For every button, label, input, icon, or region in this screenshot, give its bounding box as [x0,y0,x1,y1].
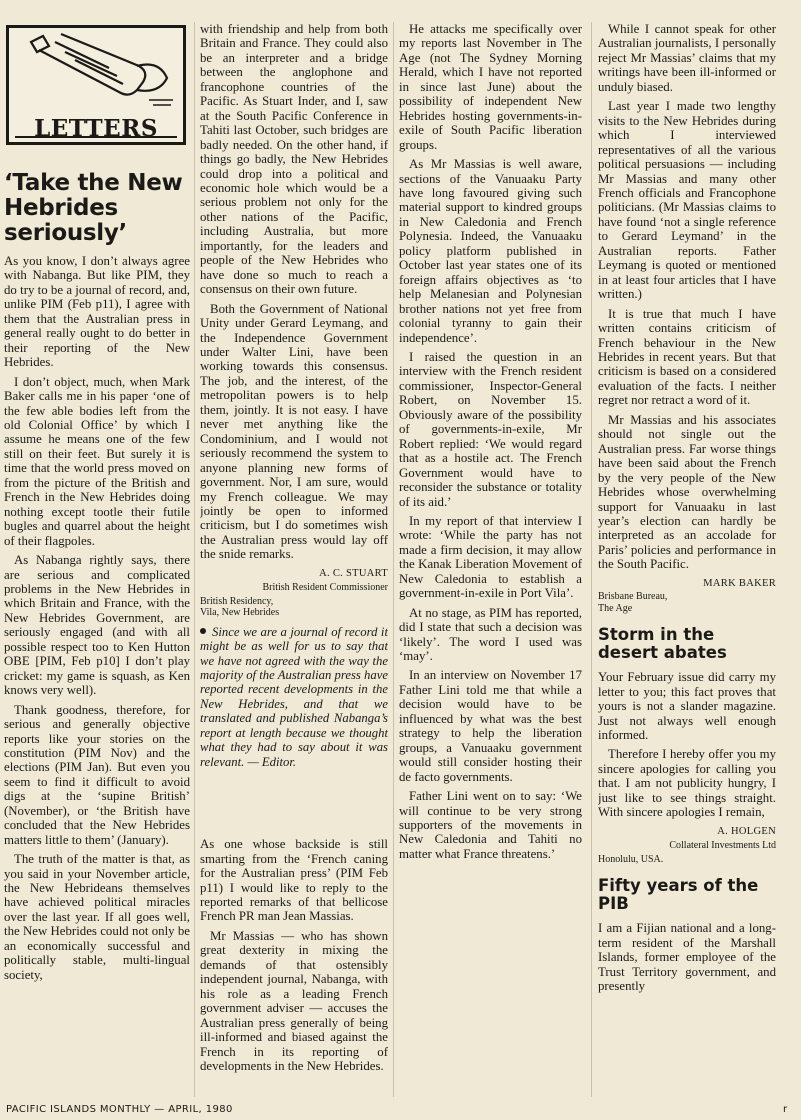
letter3-paragraph: Your February issue did carry my letter to you; this fact proves that yours is not a slander magazine. Just not always well enough informed. [598,670,776,743]
letter4-headline: Fifty years of the PIB [598,876,759,914]
letter2-paragraph: It is true that much I have written contains criticism of French behaviour in the New Hebrides in recent years. But that criticism is based on a considered evaluation of the facts. I neither regret nor retract a word of it. [598,306,776,408]
letter1-paragraph: As Nabanga rightly says, there are serious and complicated problems in the New Hebrides in which Britain and France, with the New Hebrides Government, are seriously engaged (and with all possible respect too to Ken Hutton OBE [PIM, Feb p10] I don’t play cricket: my game is squash, as Ken knows very well). [4,553,190,698]
letters-section-logo [6,25,186,145]
letter4-paragraph: I am a Fijian national and a long-term resident of the Marshall Islands, former employee of the Trust Territory government, and presently [598,921,776,993]
letter2-paragraph: At no stage, as PIM has reported, did I state that such a decision was ‘likely’. The word I used was ‘may’. [399,605,582,664]
column-4 [598,22,776,1102]
letter1-paragraph: with friendship and help from both Britain and France. They could also be an interpreter and a bridge between the anglophone and francophone countries of the Pacific. As Stuart Inder, and I, saw at the South Pacific Conference in Tahiti last October, such bridges are badly needed. On the other hand, if things go badly, the New Hebrides could drop into a political and economic hole which would be a serious problem not only for the other nations of the Pacific, including Australia, but more importantly, for the leaders and people of the New Hebrides who have done so much to reach a consensus on their own future. [200,22,388,297]
letter1-paragraph: I don’t object, much, when Mark Baker calls me in his paper ‘one of the few able bodies left from the old Colonial Office’ by which I assume he means one of the few still on their feet. But surely it is time that the world press moved on from the picture of the British and French in the New Hebrides doing nothing except tootle their futile bugles and quarrel about the height of their flagpoles. [4,374,190,548]
column-2 [200,22,388,1102]
editor-note-text: Since we are a journal of record it might be as well for us to say that we have not agreed with the way the majority of the Australian press have reported recent developments in the New Hebrides, and that we translated and published Nabanga’s report at length because we thought what they had to say about it was relevant. — Editor. [200,624,388,769]
letter2-paragraph: In my report of that interview I wrote: ‘While the party has not made a firm decision, it may allow the Kanak Liberation Movement of New Caledonia to establish a government-in-exile in Port Vila’. [399,513,582,601]
letter1-signature-title: British Resident Commissioner [262,582,388,594]
letter3-paragraph: Therefore I hereby offer you my sincere apologies for calling you that. I am not publicity hungry, I just like to see things straight. With sincere apologies I remain, [598,747,776,820]
bottle-icon [19,32,179,112]
letter2-paragraph: As Mr Massias is well aware, sections of the Vanuaaku Party have long favoured giving such material support to kindred groups in New Caledonia and French Polynesia. Indeed, the Vanuaaku policy platform published in October last year states one of its foreign affairs objectives as ‘to help Melanesian and Polynesian brother nations not yet free from colonial tyranny to gain their independence’. [399,157,582,345]
page-footer: PACIFIC ISLANDS MONTHLY — APRIL, 1980 [6,1104,233,1115]
bullet-icon [200,628,206,634]
letter3-location: Honolulu, USA. [598,853,664,865]
letter1-paragraph: Thank goodness, therefore, for serious and generally objective reports like your stories on the constitution (PIM Nov) and the elections (PIM Jan). But even you seem to find it difficult to avoid digs at the ‘supine British’ (November), or ‘the British have concluded that the New Hebrides matters little to them’ (January). [4,702,190,847]
letter2-paragraph: I raised the question in an interview with the French resident commissioner, Inspector-General Robert, on November 15. Obviously aware of the possibility of governments-in-exile, Mr Robert replied: ‘We would regard that as a hostile act. The French Government would have to reconsider the substance or totality of its aid.’ [399,349,582,509]
spacer [200,777,388,837]
column-divider [591,22,592,1097]
letter2-affiliation: Brisbane Bureau, [598,591,668,603]
letter2-publication: The Age [598,602,633,614]
letter2-paragraph: While I cannot speak for other Australian journalists, I personally reject Mr Massias’ claims that my writings have been ill-informed or unduly biased. [598,22,776,94]
letter2-paragraph: Father Lini went on to say: ‘We will continue to be very strong supporters of the movements in New Caledonia and Tahiti no matter what France threatens.’ [399,789,582,861]
column-1 [4,22,190,1102]
letter2-paragraph: As one whose backside is still smarting from the ‘French caning for the Australian press’ (PIM Feb p11) I would like to reply to the reported remarks of that bellicose French PR man Jean Massias. [200,837,388,924]
letter2-paragraph: He attacks me specifically over my reports last November in The Age (not The Sydney Morning Herald, which I have not reported in since last June) about the possibility of independent New Hebrides hosting governments-in-exile of South Pacific liberation groups. [399,22,582,152]
letter1-paragraph: Both the Government of National Unity under Gerard Leymang, and the Independence Government under Walter Lini, have been working towards this consensus. The job, and the interest, of the metropolitan powers is to help them, jointly. It is not easy. I have never met anything like the Condominium, and I would not seriously recommend the system to anyone planning new forms of government. Nor, I am sure, would my French colleague. We may jointly be open to informed criticism, but I do sometimes wish the Australian press would lay off the snide remarks. [200,301,388,562]
letter3-headline: Storm in the desert abates [598,625,727,663]
editor-note [200,625,388,770]
letter1-affiliation: British Residency, [200,595,274,607]
letter1-paragraph: The truth of the matter is that, as you said in your November article, the New Hebrideans themselves have achieved political miracles over the last year. If all goes well, the New Hebrides could not only be an economically successful and politically stable, multi-lingual society, [4,852,190,982]
letter1-headline: ‘Take the New Hebrides seriously’ [4,170,183,246]
column-3 [399,22,582,1102]
letter2-paragraph: Mr Massias and his associates should not single out the Australian press. Far worse things have been said about the French by the very people of the New Hebrides whose overwhelming support for Vanuaaku in last year’s election can hardly be interpreted as an accolade for Paris’ policies and performance in the South Pacific. [598,412,776,572]
letter2-paragraph: Last year I made two lengthy visits to the New Hebrides during which I interviewed representatives of all the various political persuasions — including Mr Massias and many other French officials and Francophone politicians. (Mr Massias claims to have found ‘not a single reference to Gerard Leymand’ in the Australian reports. Father Leymang is quoted or mentioned in at least four articles that I have written.) [598,99,776,302]
letter1-signature: A. C. STUART [319,567,388,579]
page-mark: r [783,1104,788,1115]
letter3-affiliation: Collateral Investments Ltd [669,840,776,852]
letter2-paragraph: In an interview on November 17 Father Lini told me that while a decision would have to be influenced by what was the best strategy to help the liberation groups, a Vanuaaku government would still consider hosting their de facto governments. [399,668,582,784]
letter2-signature: MARK BAKER [703,577,776,589]
letter2-paragraph: Mr Massias — who has shown great dexterity in mixing the demands of that ostensibly independent journal, Nabanga, with his role as a leading French government adviser — accuses the Australian press generally of being ill-informed and biased against the French in its reporting of developments in the New Hebrides. [200,928,388,1073]
column-divider [194,22,195,1097]
logo-rule [15,136,177,138]
letter1-paragraph: As you know, I don’t always agree with Nabanga. But like PIM, they do try to be a journal of record, and, unlike PIM (Feb p11), I agree with them that the Australian press in general really ought to do better in their reporting of the New Hebrides. [4,254,190,370]
section-title: LETTERS [34,114,158,142]
letter3-signature: A. HOLGEN [717,825,776,837]
letter1-location: Vila, New Hebrides [200,607,280,619]
column-divider [393,22,394,1097]
